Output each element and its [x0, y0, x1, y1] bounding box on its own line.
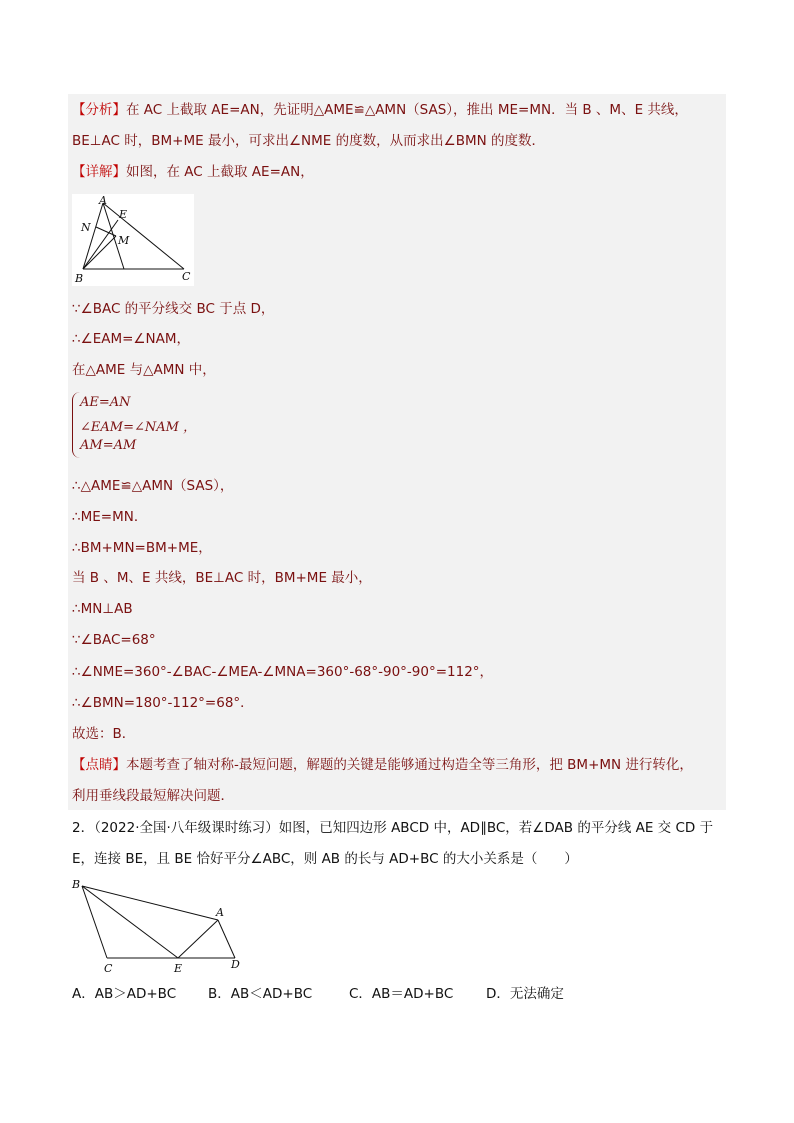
comment-line-1	[72, 755, 693, 775]
system-eq-3: AM=AM	[80, 438, 137, 453]
step-11: ∴∠BMN=180°-112°=68°．	[72, 695, 254, 711]
fig1-label-a: A	[99, 194, 107, 207]
fig1-label-e: E	[119, 208, 128, 221]
step-9: ∵∠BAC=68°	[72, 632, 156, 648]
analysis-text-1: 在 AC 上截取 AE=AN，先证明△AME≌△AMN（SAS），推出 ME=MN．当 B 、M、E 共线，	[126, 102, 688, 118]
comment-line-2: 利用垂线段最短解决问题．	[72, 788, 234, 804]
step-10: ∴∠NME=360°-∠BAC-∠MEA-∠MNA=360°-68°-90°-90°=112°，	[72, 664, 494, 680]
question-2-line-1: 2．（2022·全国·八年级课时练习）如图，已知四边形 ABCD 中，AD∥BC，若∠DAB 的平分线 AE 交 CD 于	[72, 820, 714, 836]
step-2: ∴∠EAM=∠NAM，	[72, 331, 190, 347]
step-7: 当 B 、M、E 共线，BE⊥AC 时，BM+ME 最小，	[72, 570, 372, 586]
option-c[interactable]: C．AB＝AD+BC	[349, 986, 454, 1002]
step-8: ∴MN⊥AB	[72, 601, 133, 617]
analysis-line-2: BE⊥AC 时，BM+ME 最小，可求出∠NME 的度数，从而求出∠BMN 的度数．	[72, 133, 546, 149]
fig1-label-c: C	[182, 270, 191, 283]
option-a[interactable]: A．AB＞AD+BC	[72, 986, 177, 1002]
fig2-label-e: E	[174, 962, 183, 974]
detail-line	[72, 162, 314, 182]
question-2-line-2: E，连接 BE，且 BE 恰好平分∠ABC，则 AB 的长与 AD+BC 的大小关系是（ ）	[72, 851, 578, 867]
figure-2-quadrilateral	[68, 876, 248, 974]
option-b[interactable]: B．AB＜AD+BC	[208, 986, 313, 1002]
fig2-label-c: C	[104, 962, 113, 974]
comment-tag: 【点睛】	[72, 757, 126, 773]
option-d[interactable]: D．无法确定	[486, 986, 564, 1002]
system-eq-1: AE=AN	[80, 395, 131, 410]
analysis-tag: 【分析】	[72, 102, 126, 118]
fig1-label-b: B	[75, 272, 84, 285]
figure-1-triangle	[72, 194, 194, 286]
fig1-label-n: N	[81, 221, 91, 234]
system-eq-2: ∠EAM=∠NAM ，	[80, 420, 197, 435]
step-12: 故选：B．	[72, 726, 136, 742]
step-6: ∴BM+MN=BM+ME，	[72, 540, 212, 556]
step-4: ∴△AME≌△AMN（SAS），	[72, 478, 234, 494]
analysis-line-1	[72, 100, 688, 120]
fig2-label-b: B	[72, 878, 81, 891]
step-5: ∴ME=MN．	[72, 509, 148, 525]
comment-text-1: 本题考查了轴对称-最短问题，解题的关键是能够通过构造全等三角形，把 BM+MN 进行转化，	[126, 757, 693, 773]
fig1-label-m: M	[118, 234, 130, 247]
detail-tag: 【详解】	[72, 164, 126, 180]
fig2-label-d: D	[231, 958, 240, 971]
step-1: ∵∠BAC 的平分线交 BC 于点 D，	[72, 301, 275, 317]
detail-text: 如图，在 AC 上截取 AE=AN，	[126, 164, 314, 180]
step-3: 在△AME 与△AMN 中，	[72, 362, 216, 378]
fig2-label-a: A	[216, 906, 224, 919]
